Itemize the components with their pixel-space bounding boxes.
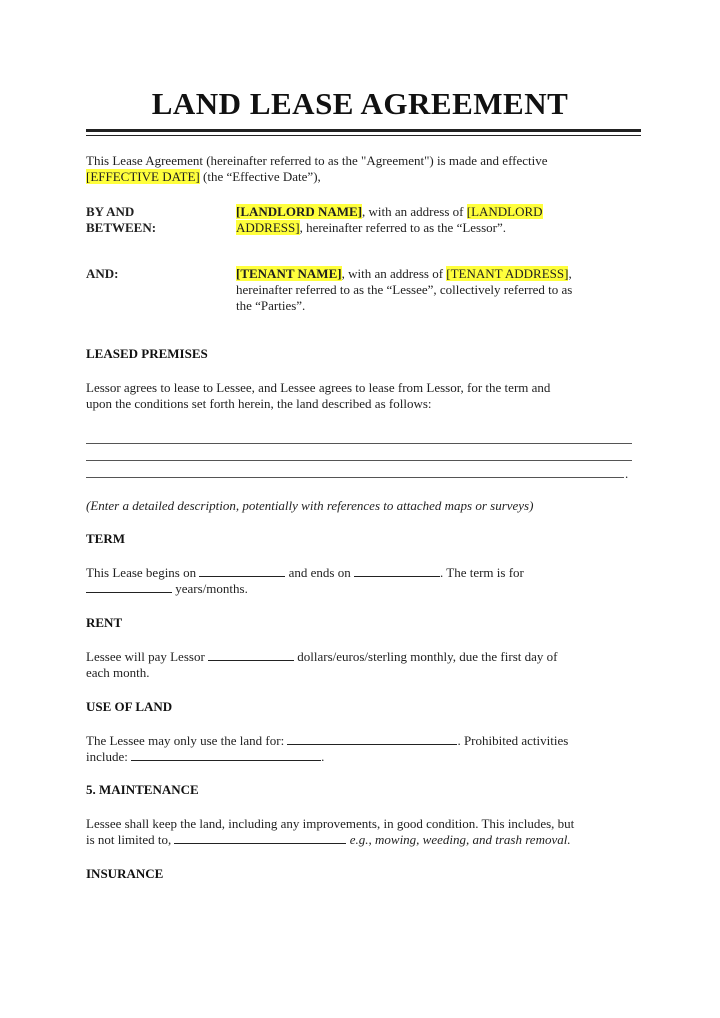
landlord-address-field-2[interactable]: ADDRESS]	[236, 220, 300, 235]
rent-amount-blank[interactable]	[208, 660, 294, 661]
term-text-3: . The term is for	[439, 565, 524, 580]
intro-paragraph	[86, 153, 646, 185]
rent-heading: RENT	[86, 615, 123, 630]
by-and-between-label	[86, 204, 156, 236]
leased-premises-line-2: upon the conditions set forth herein, the land described as follows:	[86, 396, 432, 411]
tenant-name-field[interactable]: [TENANT NAME]	[236, 266, 342, 281]
prohibited-use-blank[interactable]	[131, 760, 321, 761]
tenant-block	[236, 266, 646, 314]
effective-date-field[interactable]: [EFFECTIVE DATE]	[86, 169, 200, 184]
term-text	[86, 565, 646, 597]
leased-premises-text	[86, 380, 646, 412]
use-text-4: .	[321, 749, 325, 764]
description-line-3[interactable]	[86, 477, 624, 478]
and-label: AND:	[86, 266, 119, 281]
tenant-text-3: the “Parties”.	[236, 298, 306, 313]
landlord-text-1: , with an address of	[362, 204, 467, 219]
use-of-land-text	[86, 733, 646, 765]
term-end-blank[interactable]	[354, 576, 440, 577]
term-start-blank[interactable]	[199, 576, 285, 577]
use-text-1: The Lessee may only use the land for:	[86, 733, 288, 748]
tenant-address-field[interactable]: [TENANT ADDRESS]	[446, 266, 569, 281]
rent-text-3: each month.	[86, 665, 150, 680]
description-line-2[interactable]	[86, 460, 632, 461]
leased-premises-line-1: Lessor agrees to lease to Lessee, and Lessee agrees to lease from Lessor, for the term and	[86, 380, 551, 395]
intro-line-1: This Lease Agreement (hereinafter referred to as the "Agreement") is made and effective	[86, 153, 548, 168]
maintenance-text-1: Lessee shall keep the land, including any improvements, in good condition. This includes, but	[86, 816, 575, 831]
leased-premises-heading: LEASED PREMISES	[86, 346, 208, 361]
use-of-land-heading: USE OF LAND	[86, 699, 173, 714]
maintenance-blank[interactable]	[174, 843, 346, 844]
rent-text-2: dollars/euros/sterling monthly, due the first day of	[294, 649, 558, 664]
maintenance-text	[86, 816, 646, 848]
term-heading: TERM	[86, 531, 125, 546]
document-title: LAND LEASE AGREEMENT	[151, 86, 569, 121]
use-text-3: include:	[86, 749, 132, 764]
term-text-2: and ends on	[285, 565, 354, 580]
by-label-1: BY AND	[86, 204, 135, 219]
landlord-text-2: , hereinafter referred to as the “Lessor”.	[299, 220, 507, 235]
term-text-1: This Lease begins on	[86, 565, 200, 580]
tenant-text-1: , with an address of	[341, 266, 447, 281]
by-label-2: BETWEEN:	[86, 220, 157, 235]
landlord-block	[236, 204, 646, 236]
maintenance-text-2: is not limited to,	[86, 832, 175, 847]
term-text-4: years/months.	[172, 581, 248, 596]
term-length-blank[interactable]	[86, 592, 172, 593]
landlord-name-field[interactable]: [LANDLORD NAME]	[236, 204, 363, 219]
permitted-use-blank[interactable]	[287, 744, 457, 745]
description-line-1[interactable]	[86, 443, 632, 444]
landlord-address-field-1[interactable]: [LANDLORD	[466, 204, 543, 219]
title-rule-thick	[86, 129, 641, 132]
maintenance-heading: 5. MAINTENANCE	[86, 782, 199, 797]
rent-text	[86, 649, 646, 681]
use-text-2: . Prohibited activities	[457, 733, 569, 748]
tenant-comma: ,	[568, 266, 572, 281]
intro-line-2: (the “Effective Date”),	[199, 169, 321, 184]
tenant-text-2: hereinafter referred to as the “Lessee”, collectively referred to as	[236, 282, 573, 297]
insurance-heading: INSURANCE	[86, 866, 164, 881]
rent-text-1: Lessee will pay Lessor	[86, 649, 209, 664]
maintenance-examples: e.g., mowing, weeding, and trash removal.	[346, 832, 571, 847]
title-rule-thin	[86, 135, 641, 136]
description-end-mark: .	[625, 466, 629, 481]
description-note: (Enter a detailed description, potentially with references to attached maps or surveys)	[86, 498, 534, 513]
